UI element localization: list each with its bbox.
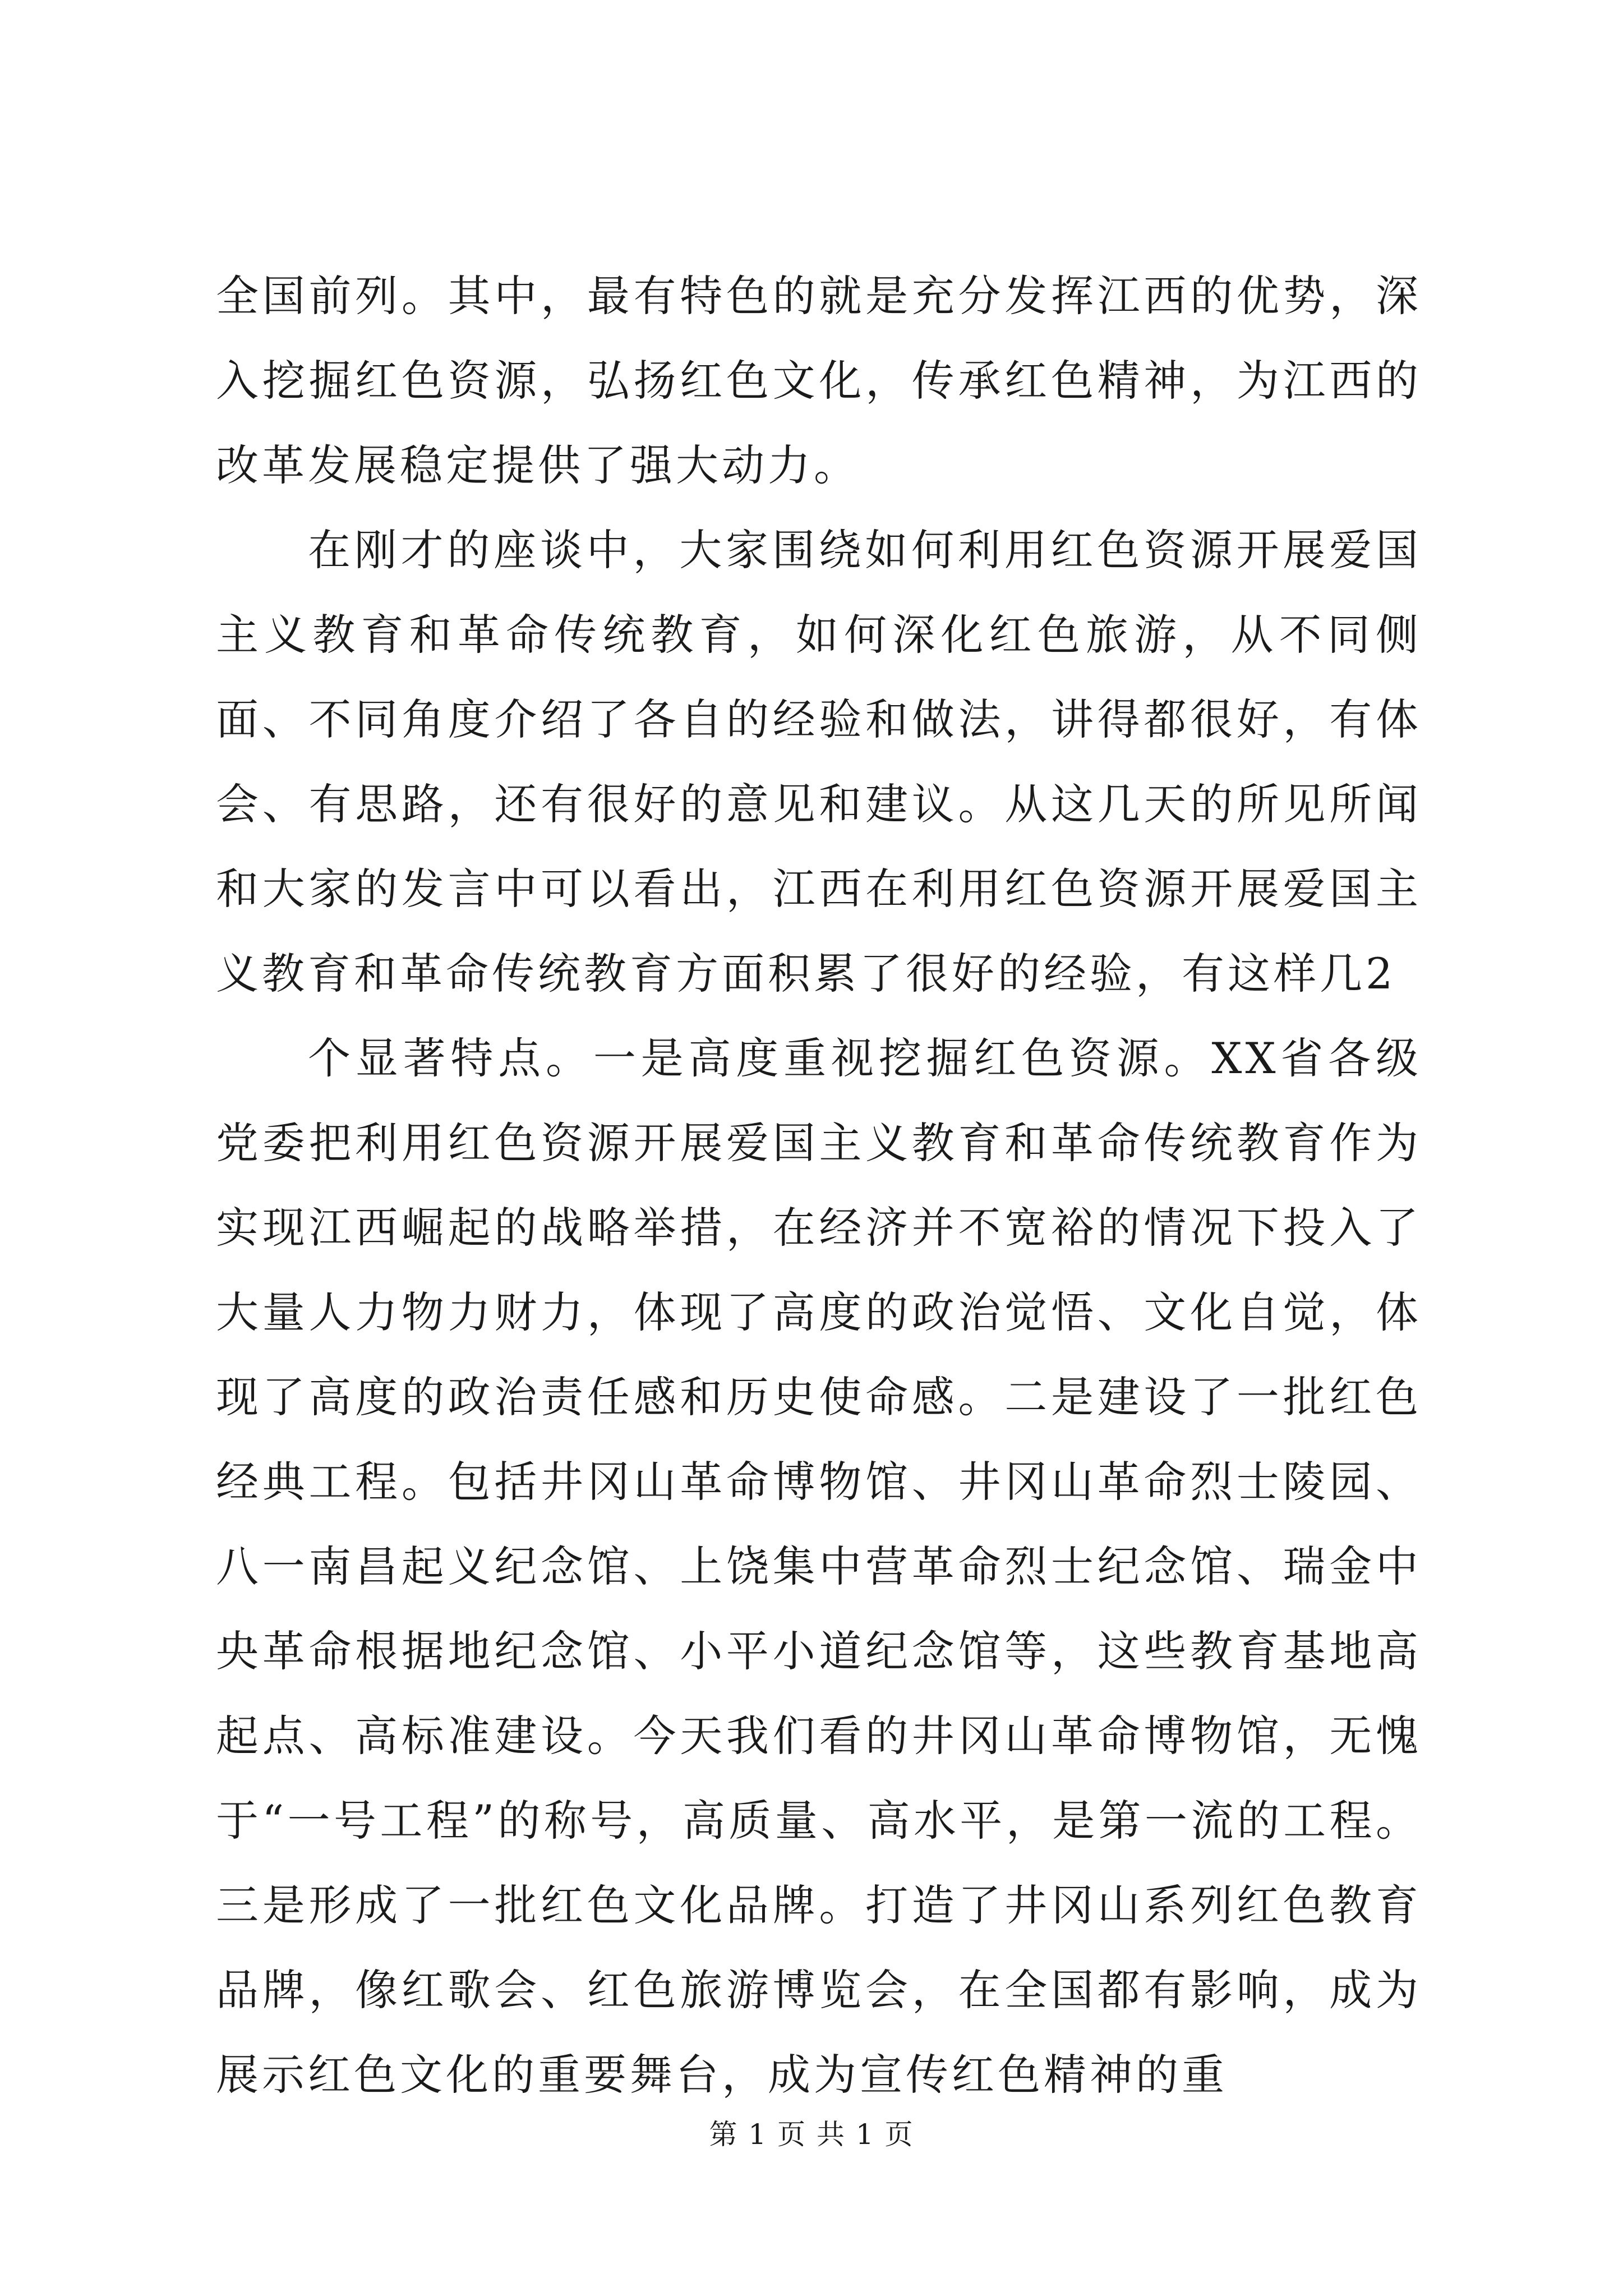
page-number-label: 第 1 页 共 1 页: [709, 2118, 914, 2151]
paragraph-1: 全国前列。其中，最有特色的就是充分发挥江西的优势，深入挖掘红色资源，弘扬红色文化，传承红色精神，为江西的改革发展稳定提供了强大动力。: [216, 271, 1422, 490]
document-body: [216, 254, 1422, 2117]
page-footer: [0, 2115, 1623, 2154]
paragraph-2: 在刚才的座谈中，大家围绕如何利用红色资源开展爱国主义教育和革命传统教育，如何深化红色旅游，从不同侧面、不同角度介绍了各自的经验和做法，讲得都很好，有体会、有思路，还有很好的意见和建议。从这几天的所见所闻和大家的发言中可以看出，江西在利用红色资源开展爱国主义教育和革命传统教育方面积累了很好的经验，有这样几2: [216, 525, 1422, 999]
paragraph-3: 个显著特点。一是高度重视挖掘红色资源。XX省各级党委把利用红色资源开展爱国主义教育和革命传统教育作为实现江西崛起的战略举措，在经济并不宽裕的情况下投入了大量人力物力财力，体现了高度的政治觉悟、文化自觉，体现了高度的政治责任感和历史使命感。二是建设了一批红色经典工程。包括井冈山革命博物馆、井冈山革命烈士陵园、八一南昌起义纪念馆、上饶集中营革命烈士纪念馆、瑞金中央革命根据地纪念馆、小平小道纪念馆等，这些教育基地高起点、高标准建设。今天我们看的井冈山革命博物馆，无愧于“一号工程”的称号，高质量、高水平，是第一流的工程。三是形成了一批红色文化品牌。打造了井冈山系列红色教育品牌，像红歌会、红色旅游博览会，在全国都有影响，成为展示红色文化的重要舞台，成为宣传红色精神的重: [216, 1033, 1422, 2100]
